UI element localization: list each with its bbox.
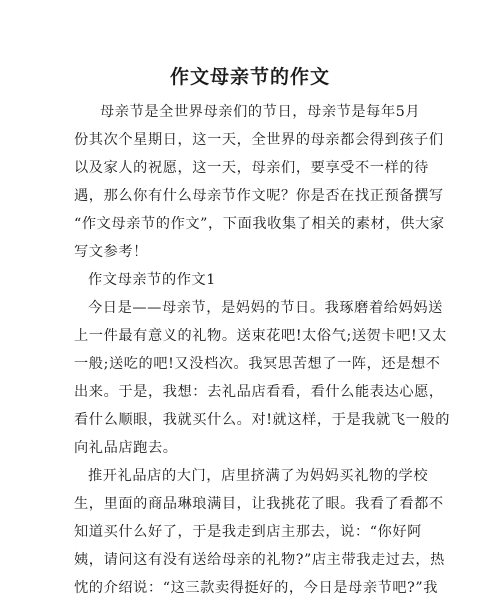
intro-line-2: 份其次个星期日，这一天，全世界的母亲都会得到孩子们 xyxy=(74,132,444,148)
para1-line-2: 上一件最有意义的礼物。送束花吧!太俗气;送贺卡吧!又太 xyxy=(74,328,447,344)
para1-line-5: 看什么顺眼，我就买什么。对!就这样，于是我就飞一般的 xyxy=(74,412,450,428)
intro-line-1: 母亲节是全世界母亲们的节日，母亲节是每年5月 xyxy=(100,104,421,120)
para1-line-4: 出来。于是，我想：去礼品店看看，看什么能表达心愿， xyxy=(74,384,444,400)
para2-line-3: 知道买什么好了，于是我走到店主那去，说：“你好阿 xyxy=(74,524,422,540)
para1-line-3: 一般;送吃的吧!又没档次。我冥思苦想了一阵，还是想不 xyxy=(74,356,441,372)
section-heading: 作文母亲节的作文1 xyxy=(88,272,216,288)
intro-line-5: “作文母亲节的作文”，下面我收集了相关的素材，供大家 xyxy=(74,216,445,232)
para2-line-5: 忱的介绍说：“这三款卖得挺好的，今日是母亲节吧?”我 xyxy=(74,580,439,596)
intro-line-6: 写文参考！ xyxy=(74,244,148,260)
para1-line-1: 今日是——母亲节，是妈妈的节日。我琢磨着给妈妈送 xyxy=(88,300,443,316)
intro-line-4: 遇，那么你有什么母亲节作文呢？你是否在找正预备撰写 xyxy=(74,188,444,204)
document-title: 作文母亲节的作文 xyxy=(169,66,330,88)
para1-line-6: 向礼品店跑去。 xyxy=(74,440,178,456)
intro-line-3: 以及家人的祝愿，这一天，母亲们，要享受不一样的待 xyxy=(74,160,429,176)
para2-line-4: 姨，请问这有没有送给母亲的礼物?”店主带我走过去，热 xyxy=(74,552,445,568)
para2-line-2: 生，里面的商品琳琅满目，让我挑花了眼。我看了看都不 xyxy=(74,496,444,512)
para2-line-1: 推开礼品店的大门，店里挤满了为妈妈买礼物的学校 xyxy=(88,468,429,484)
